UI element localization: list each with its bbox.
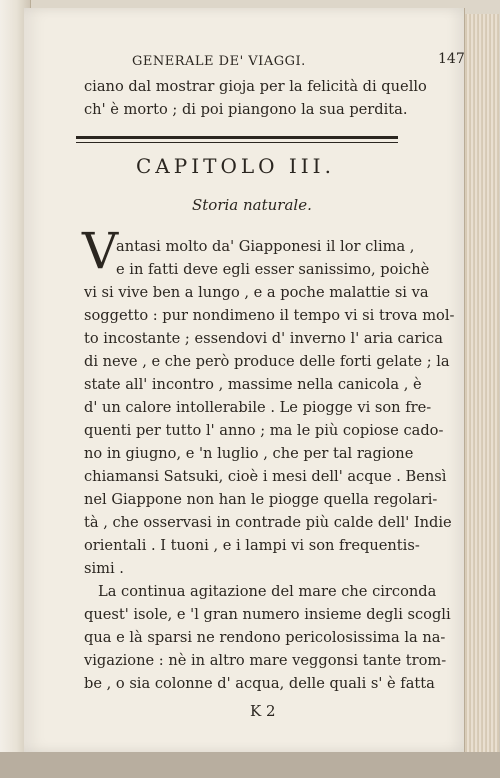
body-line: quenti per tutto l' anno ; ma le più copiose cado- <box>84 422 444 439</box>
body-line: orientali . I tuoni , e i lampi vi son frequentis- <box>84 537 420 554</box>
drop-cap: V <box>82 222 119 280</box>
body-line: vi si vive ben a lungo , e a poche malattie si va <box>84 284 429 301</box>
body-line: simi . <box>84 560 124 577</box>
chapter-subtitle: Storia naturale. <box>192 196 312 214</box>
body-line: tà , che osservasi in contrade più calde dell' Indie <box>84 514 452 531</box>
chapter-rule-thin <box>76 142 398 143</box>
body-line: nel Giappone non han le piogge quella regolari- <box>84 491 438 508</box>
body-line: d' un calore intollerabile . Le piogge vi son fre- <box>84 399 432 416</box>
book-bottom-edge <box>0 752 500 778</box>
body-line: no in giugno, e 'n luglio , che per tal ragione <box>84 445 414 462</box>
catchword: K 2 <box>250 702 276 720</box>
body-line: La continua agitazione del mare che circonda <box>98 583 437 600</box>
page-number: 147 <box>438 51 465 67</box>
body-line: chiamansi Satsuki, cioè i mesi dell' acque . Bensì <box>84 468 447 485</box>
body-line: vigazione : nè in altro mare veggonsi tante trom- <box>84 652 447 669</box>
book-page <box>24 8 465 752</box>
body-line: be , o sia colonne d' acqua, delle quali s' è fatta <box>84 675 435 692</box>
intro-line: ciano dal mostrar gioja per la felicità di quello <box>84 78 427 95</box>
body-line: qua e là sparsi ne rendono pericolosissima la na- <box>84 629 446 646</box>
body-line: state all' incontro , massime nella canicola , è <box>84 376 422 393</box>
body-line: di neve , e che però produce delle forti gelate ; la <box>84 353 450 370</box>
chapter-title: CAPITOLO III. <box>136 154 335 178</box>
body-line: antasi molto da' Giapponesi il lor clima , <box>116 238 415 255</box>
intro-line: ch' è morto ; di poi piangono la sua perdita. <box>84 101 408 118</box>
chapter-rule-thick <box>76 136 398 139</box>
body-line: to incostante ; essendovi d' inverno l' aria carica <box>84 330 443 347</box>
body-line: e in fatti deve egli esser sanissimo, poichè <box>116 261 430 278</box>
body-line: soggetto : pur nondimeno il tempo vi si trova mol- <box>84 307 455 324</box>
running-head: GENERALE DE' VIAGGI. <box>132 54 306 69</box>
body-line: quest' isole, e 'l gran numero insieme degli scogli <box>84 606 451 623</box>
